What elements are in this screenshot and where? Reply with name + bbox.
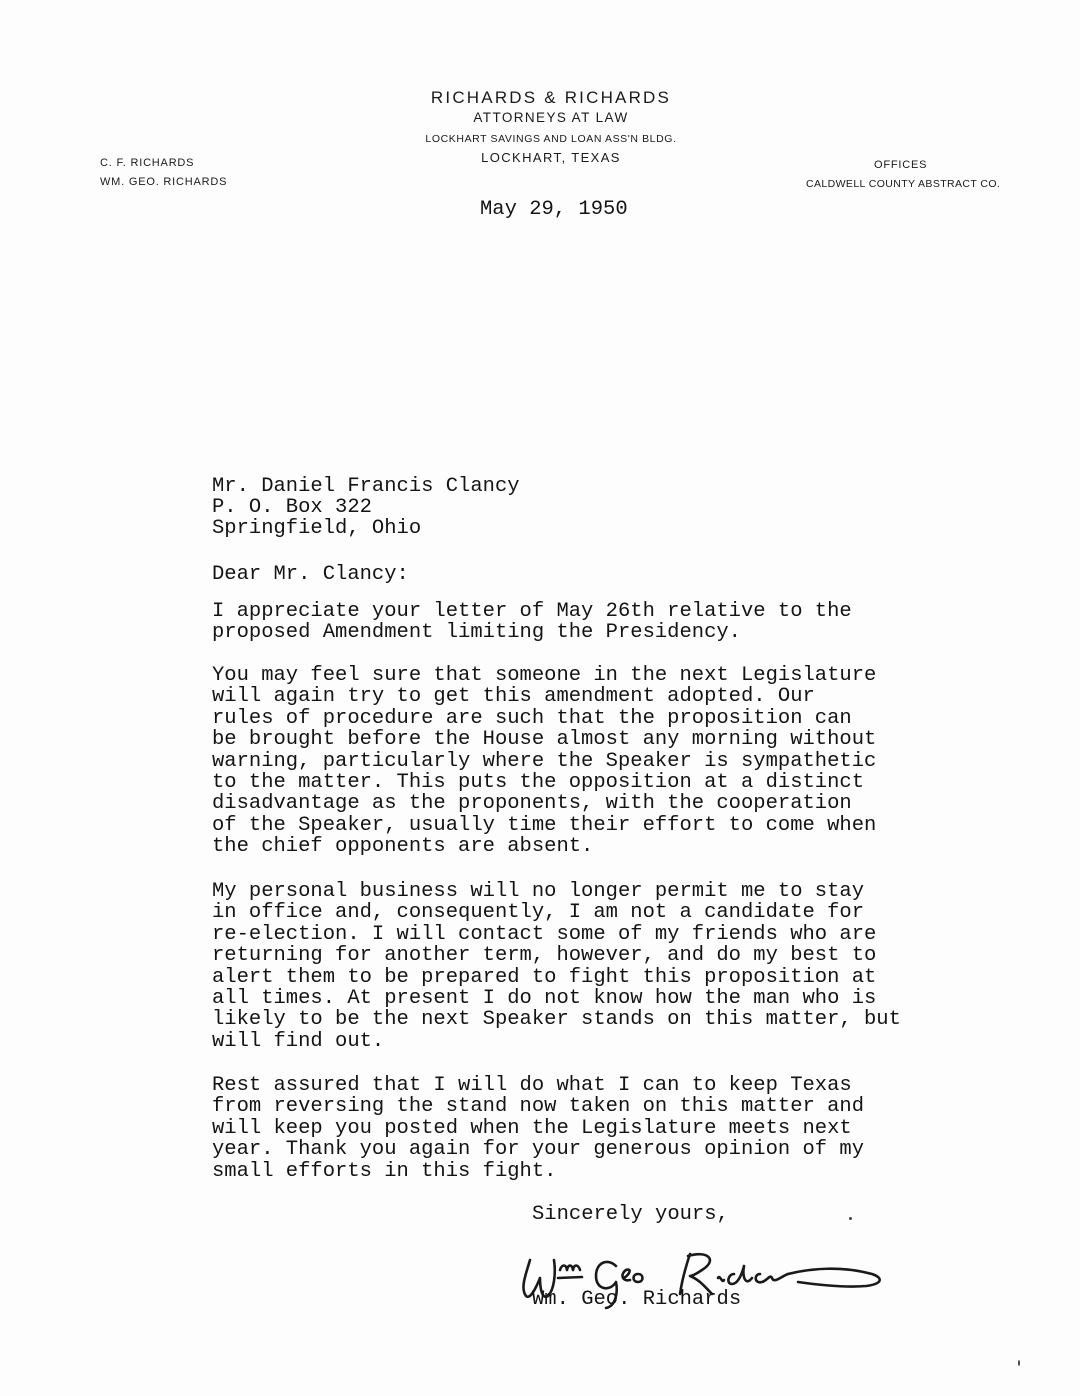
body-line: in office and, consequently, I am not a candidate for <box>212 901 865 925</box>
body-line: will again try to get this amendment adopted. Our <box>212 685 815 709</box>
body-line: proposed Amendment limiting the Presidency. <box>212 621 741 645</box>
body-line: Rest assured that I will do what I can to keep Texas <box>212 1074 852 1097</box>
body-paragraph-3 <box>212 881 901 1052</box>
letterhead-offices-name: CALDWELL COUNTY ABSTRACT CO. <box>806 178 1001 190</box>
body-line: will find out. <box>212 1029 385 1053</box>
body-line: alert them to be prepared to fight this proposition at <box>212 965 877 989</box>
body-line: all times. At present I do not know how the man who is <box>212 987 877 1011</box>
paper-speck <box>1018 1360 1020 1366</box>
letterhead-building: LOCKHART SAVINGS AND LOAN ASS'N BLDG. <box>425 133 677 145</box>
letterhead-offices-label: OFFICES <box>874 159 928 171</box>
letterhead-partner: C. F. RICHARDS <box>100 157 195 169</box>
recipient-city: Springfield, Ohio <box>212 517 422 540</box>
letterhead-city: LOCKHART, TEXAS <box>481 150 621 165</box>
body-line: re-election. I will contact some of my friends who are <box>212 922 877 946</box>
body-line: of the Speaker, usually time their effort to come when <box>212 813 877 837</box>
body-line: to the matter. This puts the opposition at a distinct <box>212 771 865 795</box>
body-line: warning, particularly where the Speaker is sympathetic <box>212 749 877 773</box>
body-line: year. Thank you again for your generous opinion of my <box>212 1138 865 1162</box>
body-line: likely to be the next Speaker stands on this matter, but <box>212 1008 901 1032</box>
letter-date: May 29, 1950 <box>480 198 628 221</box>
body-line: the chief opponents are absent. <box>212 835 594 859</box>
letterhead-firm-name: RICHARDS & RICHARDS <box>430 88 672 107</box>
closing: Sincerely yours, <box>532 1203 729 1226</box>
letterhead-partner: WM. GEO. RICHARDS <box>100 176 228 188</box>
paper-speck <box>849 1217 852 1220</box>
body-line: I appreciate your letter of May 26th relative to the <box>212 600 852 623</box>
body-line: be brought before the House almost any morning without <box>212 728 877 752</box>
body-line: rules of procedure are such that the proposition can <box>212 706 852 730</box>
salutation: Dear Mr. Clancy: <box>212 563 409 586</box>
body-line: My personal business will no longer permit me to stay <box>212 880 865 903</box>
recipient-box: P. O. Box 322 <box>212 496 372 519</box>
body-line: returning for another term, however, and do my best to <box>212 944 877 968</box>
body-paragraph-1 <box>212 601 852 644</box>
typed-signature-name: Wm. Geo. Richards <box>532 1288 742 1311</box>
body-paragraph-4 <box>212 1075 864 1182</box>
body-line: will keep you posted when the Legislature meets next <box>212 1116 852 1140</box>
recipient-name: Mr. Daniel Francis Clancy <box>212 475 520 498</box>
body-line: small efforts in this fight. <box>212 1159 557 1183</box>
body-paragraph-2 <box>212 665 876 858</box>
body-line: from reversing the stand now taken on this matter and <box>212 1095 865 1119</box>
body-line: disadvantage as the proponents, with the cooperation <box>212 792 852 816</box>
letterhead-profession: ATTORNEYS AT LAW <box>473 110 629 125</box>
body-line: You may feel sure that someone in the next Legislature <box>212 664 877 687</box>
